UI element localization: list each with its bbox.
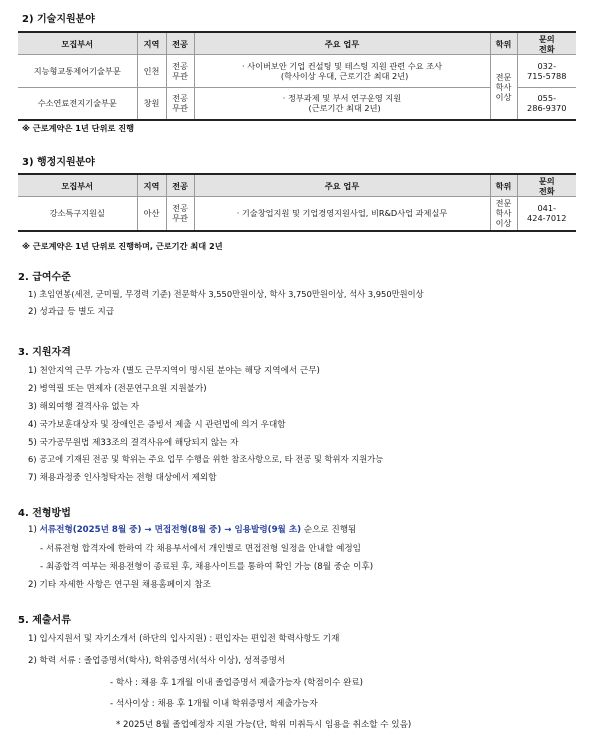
header-region: 지역 bbox=[137, 174, 166, 197]
dept-cell: 수소연료전지기술부문 bbox=[18, 88, 137, 120]
dept-cell: 지능형교통제어기술부문 bbox=[18, 55, 137, 88]
major-cell: 전공 무관 bbox=[166, 197, 194, 231]
region-cell: 인천 bbox=[137, 55, 166, 88]
major-cell: 전공 무관 bbox=[166, 88, 194, 120]
dept-cell: 강소특구지원실 bbox=[18, 197, 137, 231]
documents-item-1: 1) 입사지원서 및 자기소개서 (하단의 입사지원) : 편입자는 편입전 학력사항도 기재 bbox=[28, 634, 340, 644]
documents-sub-1: - 학사 : 채용 후 1개월 이내 졸업증명서 제출가능자 (학점이수 완료) bbox=[110, 678, 364, 688]
document-screening-stage: 서류전형(2025년 8월 중) bbox=[39, 525, 142, 535]
phone-cell: 032- 715-5788 bbox=[517, 55, 576, 88]
qualification-item: 3) 해외여행 결격사유 없는 자 bbox=[28, 402, 140, 412]
qualification-item: 4) 국가보훈대상자 및 장애인은 증빙서 제출 시 관련법에 의거 우대함 bbox=[28, 420, 286, 430]
salary-section-title: 2. 급여수준 bbox=[18, 272, 71, 283]
region-cell: 아산 bbox=[137, 197, 166, 231]
interview-stage: 면접전형(8월 중) bbox=[154, 525, 222, 535]
process-item-1-suffix: 순으로 진행됨 bbox=[301, 525, 357, 535]
qualification-item: 1) 천안지역 근무 가능자 (별도 근무지역이 명시된 분야는 해당 지역에서 근무) bbox=[28, 366, 320, 376]
process-item-1-prefix: 1) bbox=[28, 525, 40, 535]
header-duty: 주요 업무 bbox=[194, 174, 490, 197]
appointment-stage: 임용발령(9월 초) bbox=[234, 525, 302, 535]
header-phone: 문의 전화 bbox=[517, 174, 576, 197]
tech-note: ※ 근로계약은 1년 단위로 진행 bbox=[22, 123, 135, 133]
degree-cell: 전문 학사 이상 bbox=[490, 197, 517, 231]
qualification-item: 7) 채용과정중 인사청탁자는 전형 대상에서 제외함 bbox=[28, 473, 217, 483]
duty-cell: · 정부과제 및 부서 연구운영 지원 (근로기간 최대 2년) bbox=[194, 88, 490, 120]
header-dept: 모집부서 bbox=[18, 174, 137, 197]
documents-sub-3: * 2025년 8월 졸업예정자 지원 가능(단, 학위 미취득시 임용을 취소할 수 있음) bbox=[116, 720, 412, 730]
process-item-1 bbox=[28, 523, 356, 535]
table-header-row bbox=[18, 174, 576, 197]
phone-cell: 041- 424-7012 bbox=[517, 197, 576, 231]
documents-item-2: 2) 학력 서류 : 졸업증명서(학사), 학위증명서(석사 이상), 성적증명서 bbox=[28, 656, 286, 666]
documents-section-title: 5. 제출서류 bbox=[18, 615, 71, 626]
header-duty: 주요 업무 bbox=[194, 32, 490, 55]
tech-job-table bbox=[18, 31, 576, 121]
arrow-1: → bbox=[141, 525, 155, 535]
admin-section-title: 3) 행정지원분야 bbox=[22, 157, 95, 168]
tech-section-title: 2) 기술지원분야 bbox=[22, 14, 95, 25]
arrow-2: → bbox=[221, 525, 235, 535]
table-row bbox=[18, 55, 576, 88]
salary-item-2: 2) 성과급 등 별도 지급 bbox=[28, 307, 115, 317]
header-region: 지역 bbox=[137, 32, 166, 55]
header-degree: 학위 bbox=[490, 32, 517, 55]
qualification-item: 5) 국가공무원법 제33조의 결격사유에 해당되지 않는 자 bbox=[28, 438, 239, 448]
qualification-section-title: 3. 지원자격 bbox=[18, 347, 71, 358]
admin-job-table bbox=[18, 173, 576, 232]
documents-sub-2: - 석사이상 : 채용 후 1개월 이내 학위증명서 제출가능자 bbox=[110, 699, 318, 709]
qualification-item: 6) 공고에 기재된 전공 및 학위는 주요 업무 수행을 위한 참조사항으로, 타 전공 및 학위자 지원가능 bbox=[28, 454, 384, 464]
duty-cell: · 기술창업지원 및 기업경영지원사업, 비R&D사업 과제실무 bbox=[194, 197, 490, 231]
table-row bbox=[18, 197, 576, 231]
qualification-item: 2) 병역필 또는 면제자 (전문연구요원 지원불가) bbox=[28, 384, 207, 394]
salary-item-1: 1) 초임연봉(세전, 군미필, 무경력 기준) 전문학사 3,550만원이상, 학사 3,750만원이상, 석사 3,950만원이상 bbox=[28, 289, 424, 299]
table-header-row bbox=[18, 32, 576, 55]
header-dept: 모집부서 bbox=[18, 32, 137, 55]
admin-note: ※ 근로계약은 1년 단위로 진행하며, 근로기간 최대 2년 bbox=[22, 241, 223, 251]
header-degree: 학위 bbox=[490, 174, 517, 197]
process-sub-1: - 서류전형 합격자에 한하여 각 채용부서에서 개인별로 면접전형 일정을 안내할 예정임 bbox=[40, 544, 361, 554]
header-major: 전공 bbox=[166, 32, 194, 55]
degree-cell: 전문 학사 이상 bbox=[490, 55, 517, 120]
region-cell: 창원 bbox=[137, 88, 166, 120]
header-major: 전공 bbox=[166, 174, 194, 197]
header-phone: 문의 전화 bbox=[517, 32, 576, 55]
duty-cell: · 사이버보안 기업 컨설팅 및 테스팅 지원 관련 수요 조사 (학사이상 우대, 근로기간 최대 2년) bbox=[194, 55, 490, 88]
major-cell: 전공 무관 bbox=[166, 55, 194, 88]
process-item-2: 2) 기타 자세한 사항은 연구원 채용홈페이지 참조 bbox=[28, 580, 211, 590]
phone-cell: 055- 286-9370 bbox=[517, 88, 576, 120]
process-sub-2: - 최종합격 여부는 채용전형이 종료된 후, 채용사이트를 통하여 확인 가능 (8월 중순 이후) bbox=[40, 562, 374, 572]
process-section-title: 4. 전형방법 bbox=[18, 508, 71, 519]
